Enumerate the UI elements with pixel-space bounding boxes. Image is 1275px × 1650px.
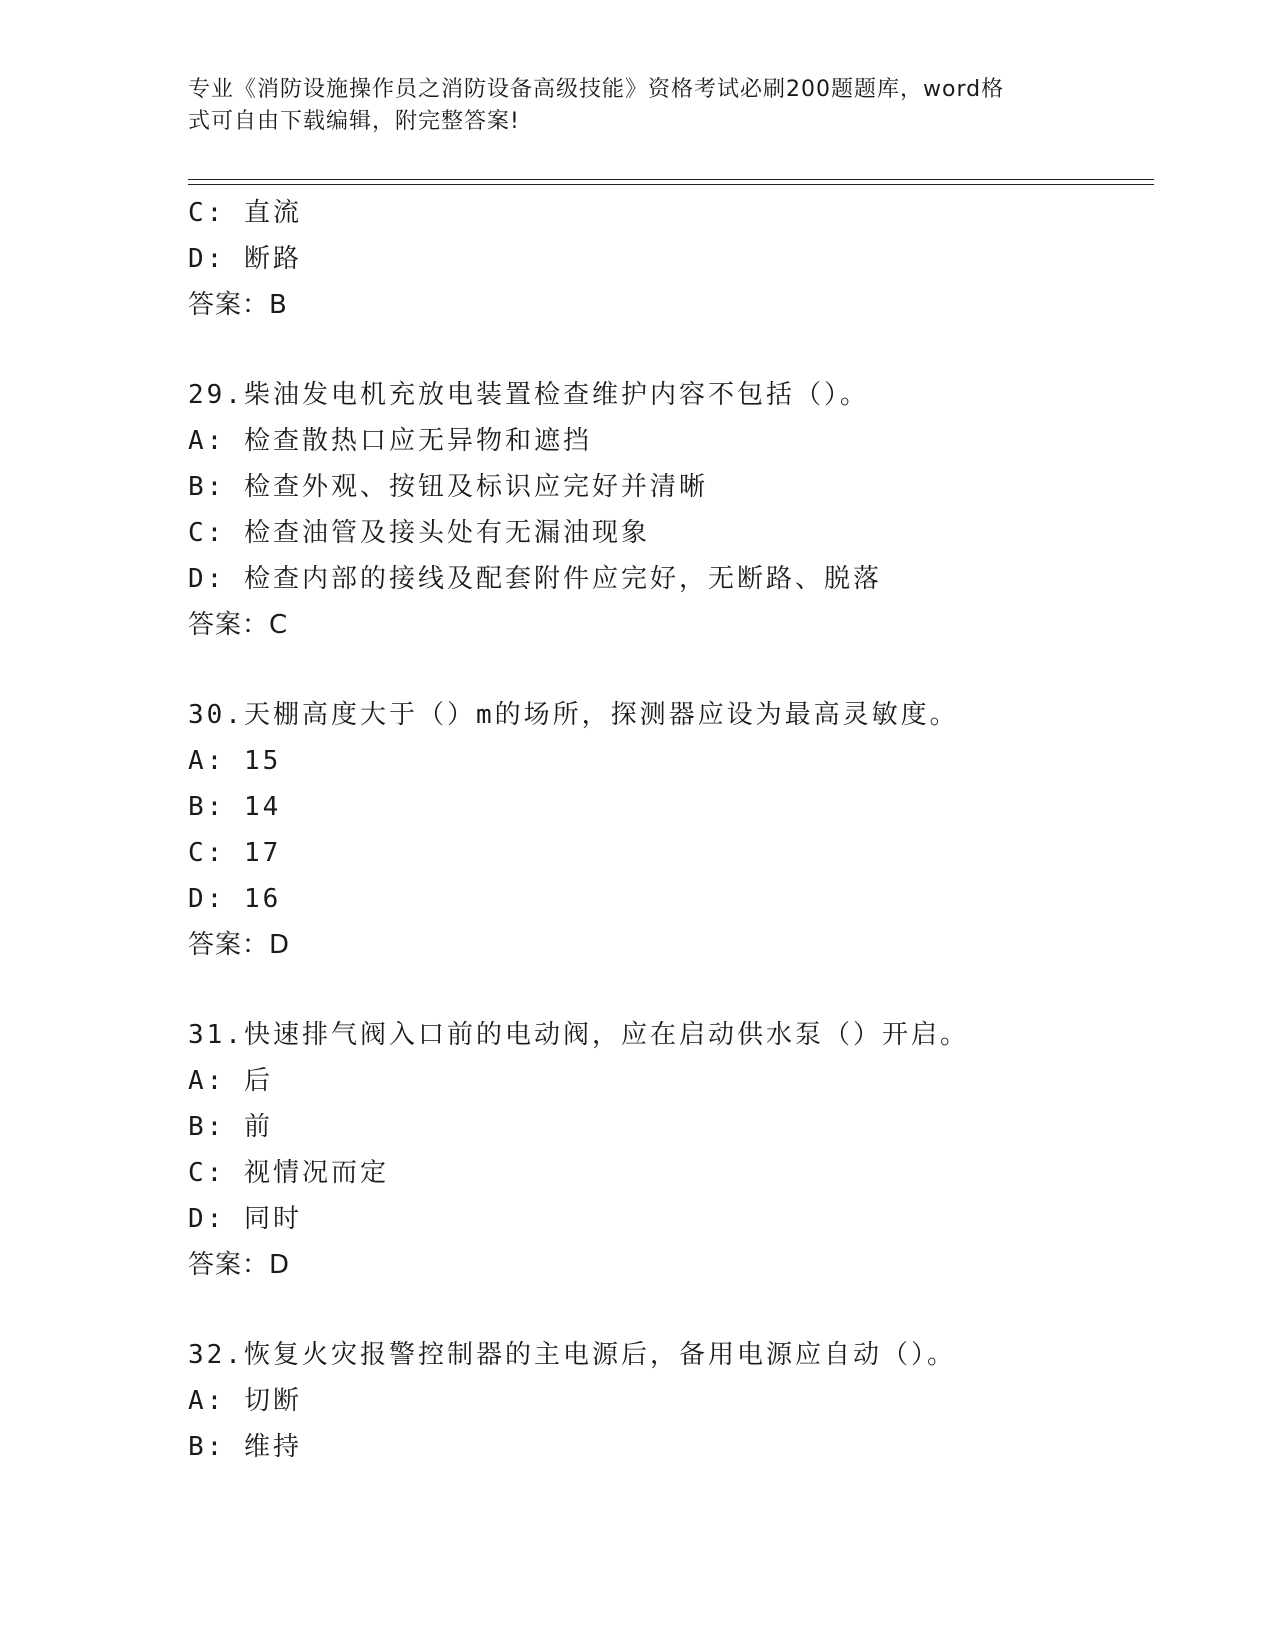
question-list bbox=[188, 190, 1154, 1470]
option-d: D: 断路 bbox=[188, 244, 302, 274]
option-c: C: 检查油管及接头处有无漏油现象 bbox=[188, 518, 650, 548]
question-stem: 31.快速排气阀入口前的电动阀，应在启动供水泵（）开启。 bbox=[188, 1020, 969, 1050]
option-d: D: 同时 bbox=[188, 1204, 302, 1234]
document-header bbox=[188, 74, 1068, 138]
option-c: C: 17 bbox=[188, 838, 282, 868]
option-a: A: 切断 bbox=[188, 1386, 302, 1416]
question-30 bbox=[188, 692, 1154, 968]
question-29 bbox=[188, 372, 1154, 648]
option-b: B: 前 bbox=[188, 1112, 273, 1142]
question-32 bbox=[188, 1332, 1154, 1470]
header-line-2: 式可自由下载编辑，附完整答案! bbox=[188, 109, 520, 134]
answer-line: 答案：C bbox=[188, 610, 289, 640]
option-c: C: 直流 bbox=[188, 198, 302, 228]
option-a: A: 检查散热口应无异物和遮挡 bbox=[188, 426, 592, 456]
header-rule-top bbox=[188, 179, 1154, 180]
option-c: C: 视情况而定 bbox=[188, 1158, 389, 1188]
header-line-1: 专业《消防设施操作员之消防设备高级技能》资格考试必刷200题题库，word格 bbox=[188, 77, 1005, 102]
option-b: B: 14 bbox=[188, 792, 282, 822]
answer-line: 答案：B bbox=[188, 290, 288, 320]
answer-line: 答案：D bbox=[188, 1250, 291, 1280]
answer-line: 答案：D bbox=[188, 930, 291, 960]
question-stem: 32.恢复火灾报警控制器的主电源后，备用电源应自动（）。 bbox=[188, 1340, 956, 1370]
option-d: D: 检查内部的接线及配套附件应完好，无断路、脱落 bbox=[188, 564, 882, 594]
question-carryover bbox=[188, 190, 1154, 328]
option-a: A: 15 bbox=[188, 746, 282, 776]
question-stem: 29.柴油发电机充放电装置检查维护内容不包括（）。 bbox=[188, 380, 869, 410]
option-b: B: 检查外观、按钮及标识应完好并清晰 bbox=[188, 472, 708, 502]
option-d: D: 16 bbox=[188, 884, 282, 914]
question-stem: 30.天棚高度大于（）m的场所，探测器应设为最高灵敏度。 bbox=[188, 700, 959, 730]
option-b: B: 维持 bbox=[188, 1432, 302, 1462]
option-a: A: 后 bbox=[188, 1066, 273, 1096]
question-31 bbox=[188, 1012, 1154, 1288]
header-rule-bottom bbox=[188, 184, 1154, 185]
